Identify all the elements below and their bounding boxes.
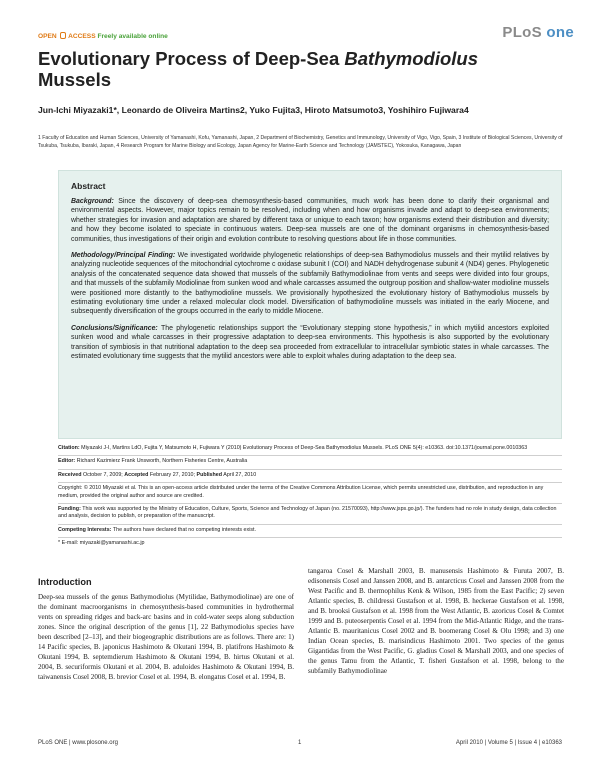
citation-row (58, 443, 562, 456)
title-line2: Mussels (38, 69, 112, 90)
author-list: Jun-Ichi Miyazaki1*, Leonardo de Oliveira Martins2, Yuko Fujita3, Hiroto Matsumoto3, Yoshihiro Fujiwara4 (38, 105, 469, 115)
methods-text: We investigated worldwide phylogenetic relationships of deep-sea Bathymodiolus mussels and their mytilid relatives by analyzing nucleotide sequences of the mitochondrial cytochrome c oxidase subunit I (COI) and NADH dehydrogenase subunit 4 (ND4) genes. Phylogenetic analysis of the concatenated sequence data showed that mussels of the subfamily Bathymodiolinae from vents and seeps were divided into four groups, and that mussels of the subfamily Modiolinae from sunken wood and whale carcasses assumed the outgroup position and shallow-water modioline mussels were positioned more distantly to the bathymodioline mussels. We provisionally hypothesized the evolutionary history of Bathymodiolus mussels by estimating evolutionary time under a relaxed molecular clock model. Diversification of bathymodioline mussels was initiated in the early Miocene, and subsequently diversification of the groups occurred in the early to middle Miocene. (71, 252, 549, 316)
citation-text[interactable]: Miyazaki J-I, Martins LdO, Fujita Y, Matsumoto H, Fujiwara Y (2010) Evolutionary Process of Deep-Sea Bathymodiolus Mussels. PLoS ONE 5(4): e10363. doi:10.1371/journal.pone.0010363 (81, 445, 528, 451)
accepted-label: Accepted (124, 471, 149, 478)
introduction-heading: Introduction (38, 577, 92, 587)
accepted-date: February 27, 2010; (149, 471, 195, 478)
logo-plos-text: PLoS (502, 24, 542, 41)
free-label: Freely available online (97, 33, 168, 40)
editor-row (58, 456, 562, 469)
editor-text: Richard Kazimierz Frank Unsworth, Northern Fisheries Centre, Australia (76, 458, 248, 465)
abstract-conclusions (71, 324, 549, 362)
citation-label: Citation: (58, 445, 80, 451)
abstract-background (71, 197, 549, 244)
logo-one-text: one (546, 24, 574, 41)
editor-label: Editor: (58, 458, 76, 465)
conclusions-label: Conclusions/Significance: (71, 324, 158, 332)
open-access-badge (38, 32, 168, 40)
published-date: April 27, 2010 (223, 471, 257, 478)
methods-label: Methodology/Principal Finding: (71, 252, 176, 260)
plos-one-logo (502, 24, 574, 41)
affiliations: 1 Faculty of Education and Human Sciences, University of Yamanashi, Kofu, Yamanashi, Japan, 2 Department of Biochemistry, Genetics and Immunology, University of Vigo, Vigo, Spain, 3 Institute of Biological Sciences, University of Tsukuba, Tsukuba, Ibaraki, Japan, 4 Research Program for Marine Biology and Ecology, Japan Agency for Marine-Earth Science and Technology (JAMSTEC), Yokosuka, Kanagawa, Japan (38, 135, 563, 150)
funding-row (58, 504, 562, 525)
funding-text: This work was supported by the Ministry of Education, Culture, Sports, Science and Technology of Japan (no. 21570093), http://www.jsps.go.jp/). The funders had no role in study design, data collection and analysis, decision to publish, or preparation of the manuscript. (58, 506, 557, 520)
article-metadata (58, 443, 562, 551)
competing-label: Competing Interests: (58, 526, 112, 533)
funding-label: Funding: (58, 506, 81, 513)
published-label: Published (196, 471, 223, 478)
abstract-methods (71, 251, 549, 317)
title-prefix: Evolutionary Process of Deep-Sea (38, 48, 345, 69)
open-lock-icon (60, 32, 66, 39)
conclusions-text: The phylogenetic relationships support the “Evolutionary stepping stone hypothesis,” in which mytilid ancestors exploited sunken wood and whale carcasses in their progressive adaptation to deep-sea environments. This hypothesis is also supported by the evolutionary transition of symbiosis in that nutritional adaptation to the deep sea proceeded from extracellular to intracellular symbiotic states in whale carcasses. The estimated evolutionary time suggests that the mytilid ancestors were able to exploit whales during adaptation to the deep sea. (71, 324, 549, 361)
competing-text: The authors have declared that no competing interests exist. (112, 526, 257, 533)
page-number: 1 (298, 740, 302, 746)
email-row[interactable]: * E-mail: miyazaki@yamanashi.ac.jp (58, 540, 145, 547)
footer-issue: April 2010 | Volume 5 | Issue 4 | e10363 (455, 740, 562, 746)
article-title (38, 48, 568, 90)
received-label: Received (58, 471, 82, 478)
title-italic: Bathymodiolus (344, 48, 479, 69)
intro-right-column: tangaroa Cosel & Marshall 2003, B. manusensis Hashimoto & Furuta 2007, B. edisonensis Cosel and Janssen 2008, and B. antarcticus Cosel and Janssen 2008 from the West Pacific and B. thermophilus Kenk & Wilson, 1985 from the East Pacific; 2) seven Atlantic species, B. childressi Gustafson et al. 1998, B. heckerae Gustafson et al. 1998, and B. brooksi Gustafson et al. 1998 from the West Atlantic, B. azoricus Cosel & Comtet 1999 and B. puteoserpentis Cosel et al. 1994 from the Mid-Atlantic Ridge, and the trans-Atlantic B. mauritanicus Cosel 2002 and B. boomerang Cosel & Olu 1998; and 3) one Indian Ocean species, B. marisindicus Hashimoto 2001. Two species of the genus Gigantidas from the West Pacific, G. gladius Cosel & Marshall 2003, and one species of the genus Tamu from the Atlantic, T. fisheri Gustafson et al. 1998, belong to the subfamily Bathymodiolinae (308, 567, 564, 676)
journal-header (30, 14, 574, 44)
abstract-heading: Abstract (71, 181, 106, 191)
background-label: Background: (71, 198, 114, 205)
received-date: October 7, 2009; (82, 471, 123, 478)
intro-left-column: Deep-sea mussels of the genus Bathymodiolus (Mytilidae, Bathymodiolinae) are one of the dominant macroorganisms in chemosynthesis-based communities in hydrothermal vents on spreading ridges and back-arc basins and in cold-water seeps along subduction zones. Since the original description of the genus [1], 22 Bathymodiolus species have been described [2–13], and their biogeographic distributions are as follows. There are: 1) 14 Pacific species, B. japonicus Hashimoto & Okutani 1994, B. platifrons Hashimoto & Okutani 1994, B. septemdierum Hashimoto & Okutani 1994, B. hirtus Okutani et al. 2004, B. securiformis Okutani et al. 2004, B. aduloides Hashimoto & Okutani 1994, B. taiwanensis Cosel 2008, B. brevior Cosel et al. 1994, B. elongatus Cosel et al. 1994, B. (38, 593, 294, 682)
access-label: ACCESS (68, 33, 96, 40)
competing-interests-row (58, 525, 562, 538)
footer-journal[interactable]: PLoS ONE | www.plosone.org (38, 740, 118, 746)
copyright-row: Copyright: © 2010 Miyazaki et al. This is an open-access article distributed under the terms of the Creative Commons Attribution License, which permits unrestricted use, distribution, and reproduction in any medium, provided the original author and source are credited. (58, 483, 562, 504)
abstract-box (58, 170, 562, 439)
open-label: OPEN (38, 33, 57, 40)
background-text: Since the discovery of deep-sea chemosynthesis-based communities, much work has been done to clarify their organismal and environmental aspects. However, major topics remain to be resolved, including when and how organisms invade and adapt to deep-sea environments; whether strategies for invasion and adaptation are shared by different taxa or unique to each taxon; how organisms extend their distribution and diversity; and how they become isolated to speciate in continuous waters. Deep-sea mussels are one of the dominant organisms in chemosynthesis-based communities, thus investigations of their origin and evolution contribute to resolving questions about life in those communities. (71, 198, 549, 243)
dates-row (58, 470, 562, 483)
